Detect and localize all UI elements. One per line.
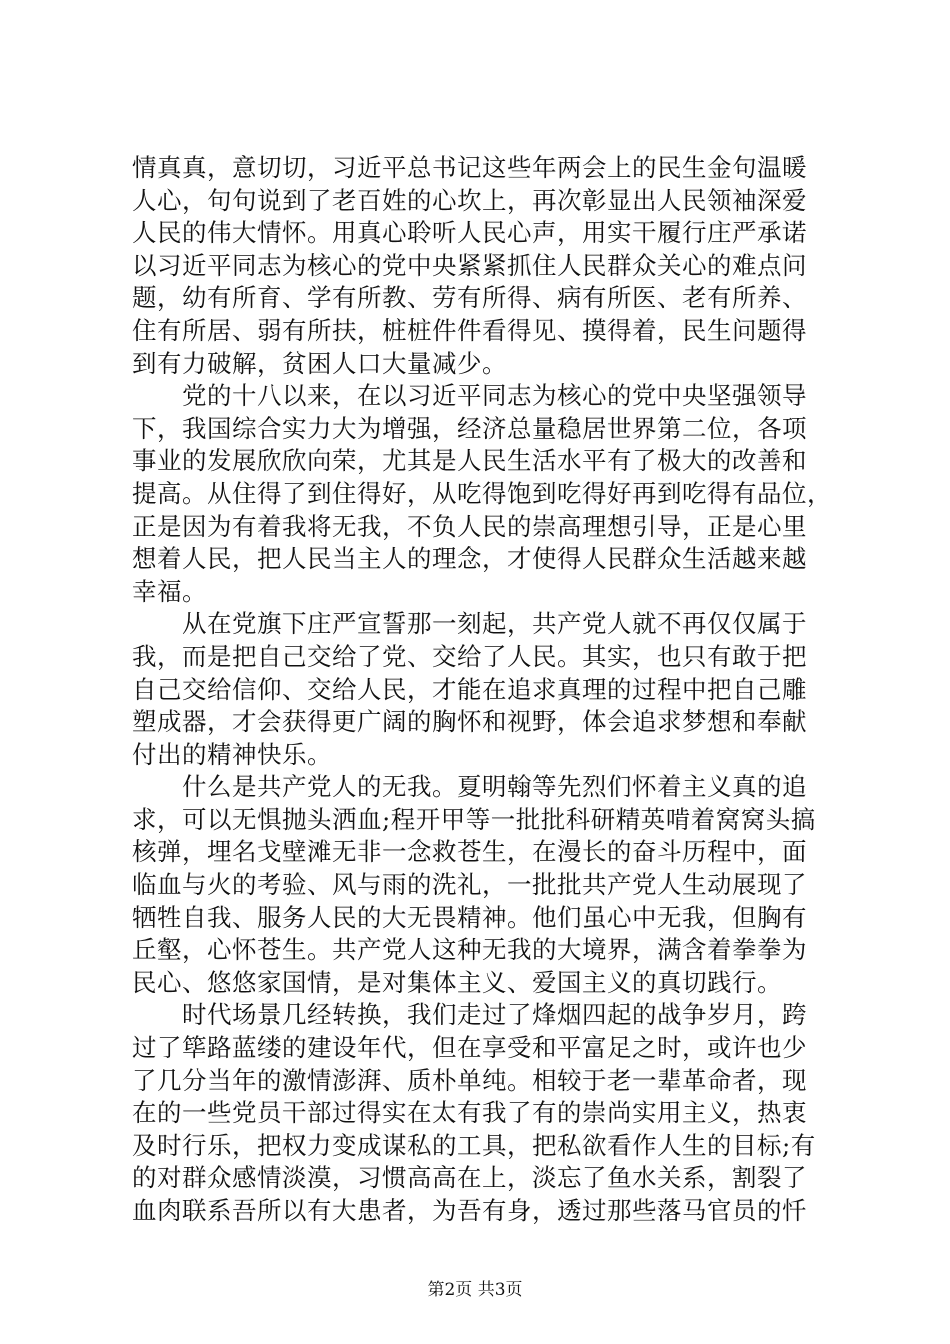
text-line: 血肉联系吾所以有大患者，为吾有身，透过那些落马官员的忏 [132, 1196, 807, 1225]
body-text [132, 152, 832, 1228]
text-line: 民心、悠悠家国情，是对集体主义、爱国主义的真切践行。 [132, 967, 782, 997]
text-line: 的对群众感情淡漠，习惯高高在上，淡忘了鱼水关系，割裂了 [132, 1163, 807, 1193]
text-line: 求，可以无惧抛头洒血;程开甲等一批批科研精英啃着窝窝头搞 [132, 804, 816, 834]
text-line: 从在党旗下庄严宣誓那一刻起，共产党人就不再仅仅属于 [182, 609, 807, 639]
text-line: 提高。从住得了到住得好，从吃得饱到吃得好再到吃得有品位， [132, 478, 832, 508]
text-line: 及时行乐，把权力变成谋私的工具，把私欲看作人生的目标;有 [132, 1130, 816, 1160]
text-line: 什么是共产党人的无我。夏明翰等先烈们怀着主义真的追 [182, 772, 807, 802]
text-line: 住有所居、弱有所扶，桩桩件件看得见、摸得着，民生问题得 [132, 315, 807, 345]
text-line: 了几分当年的激情澎湃、质朴单纯。相较于老一辈革命者，现 [132, 1065, 807, 1095]
text-line: 情真真，意切切，习近平总书记这些年两会上的民生金句温暖 [132, 153, 807, 182]
text-line: 临血与火的考验、风与雨的洗礼，一批批共产党人生动展现了 [132, 870, 807, 900]
text-line: 以习近平同志为核心的党中央紧紧抓住人民群众关心的难点问 [132, 250, 807, 280]
text-line: 核弹，埋名戈壁滩无非一念救苍生，在漫长的奋斗历程中，面 [132, 837, 807, 867]
text-line: 丘壑，心怀苍生。共产党人这种无我的大境界，满含着拳拳为 [132, 935, 807, 965]
text-line: 我，而是把自己交给了党、交给了人民。其实，也只有敢于把 [132, 641, 807, 671]
text-line: 在的一些党员干部过得实在太有我了有的崇尚实用主义，热衷 [132, 1098, 807, 1128]
text-line: 自己交给信仰、交给人民，才能在追求真理的过程中把自己雕 [132, 674, 807, 704]
text-line: 幸福。 [132, 576, 207, 606]
text-line: 付出的精神快乐。 [132, 739, 332, 769]
text-line: 到有力破解，贫困人口大量减少。 [132, 348, 507, 378]
text-line: 人心，句句说到了老百姓的心坎上，再次彰显出人民领袖深爱 [132, 185, 807, 215]
text-line: 人民的伟大情怀。用真心聆听人民心声，用实干履行庄严承诺 [132, 218, 807, 248]
page-footer: 第2页 共3页 [427, 1280, 523, 1300]
text-line: 塑成器，才会获得更广阔的胸怀和视野，体会追求梦想和奉献 [132, 707, 807, 737]
text-line: 过了筚路蓝缕的建设年代，但在享受和平富足之时，或许也少 [132, 1033, 807, 1063]
text-line: 题，幼有所育、学有所教、劳有所得、病有所医、老有所养、 [132, 283, 807, 313]
text-line: 事业的发展欣欣向荣，尤其是人民生活水平有了极大的改善和 [132, 446, 807, 476]
text-line: 下，我国综合实力大为增强，经济总量稳居世界第二位，各项 [132, 413, 807, 443]
text-line: 想着人民，把人民当主人的理念，才使得人民群众生活越来越 [132, 544, 807, 574]
text-line: 正是因为有着我将无我，不负人民的崇高理想引导，正是心里 [132, 511, 807, 541]
text-line: 党的十八以来，在以习近平同志为核心的党中央坚强领导 [182, 381, 807, 411]
text-line: 时代场景几经转换，我们走过了烽烟四起的战争岁月，跨 [182, 1000, 807, 1030]
text-line: 牺牲自我、服务人民的大无畏精神。他们虽心中无我，但胸有 [132, 902, 807, 932]
